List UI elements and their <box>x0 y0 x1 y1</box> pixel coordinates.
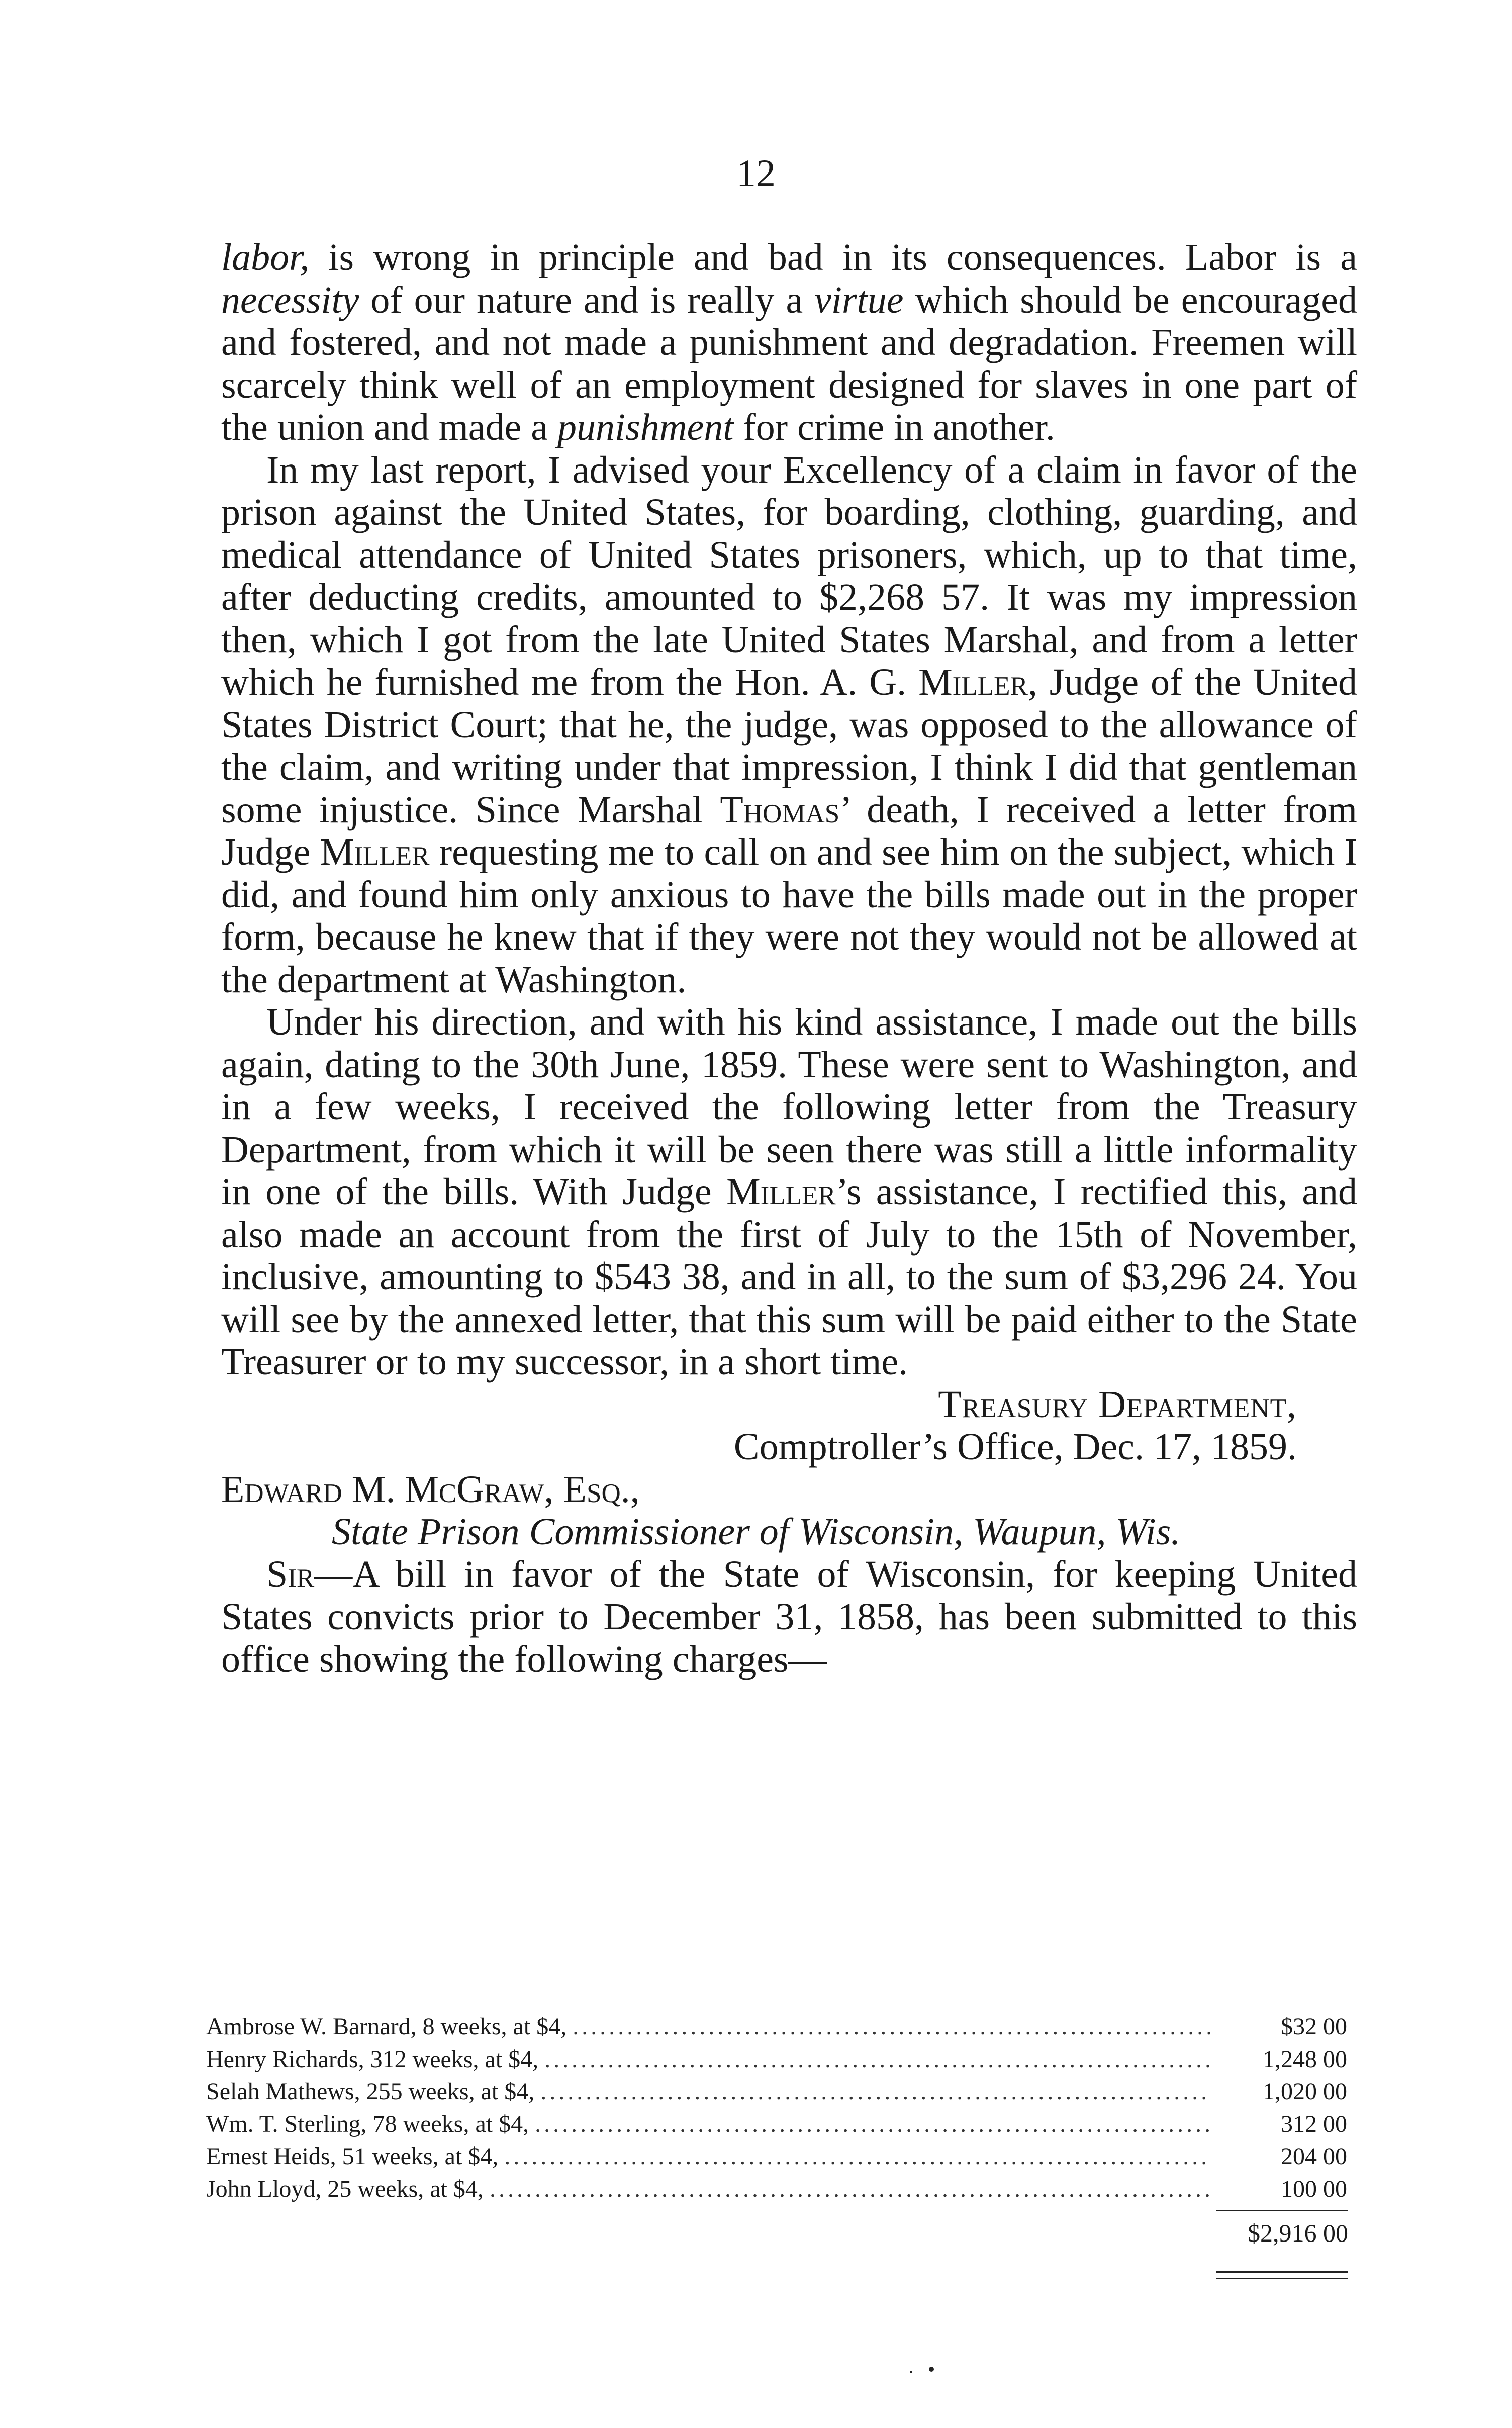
letter-addressee-title: State Prison Commissioner of Wisconsin, Waupun, Wis. <box>332 1511 1181 1553</box>
italic-word: virtue <box>814 278 904 321</box>
text-run: is wrong in principle and bad in its consequences. Labor is a <box>309 236 1357 278</box>
charge-row <box>206 2108 1347 2141</box>
ink-speck <box>910 2371 912 2373</box>
charge-amount: 204 00 <box>1281 2143 1347 2170</box>
charge-row <box>206 2043 1347 2076</box>
letter-salutation: Sir <box>266 1553 315 1596</box>
charge-row <box>206 2173 1347 2206</box>
dot-leader <box>573 2011 1210 2043</box>
total-rule <box>1216 2210 1348 2211</box>
ink-speck <box>929 2367 934 2372</box>
name-miller: Miller <box>320 831 430 873</box>
text-run: which should be encouraged and fostered, and not made a punishment and degradation. Freemen will scarcely think well of an employment designed for slaves in one part of the union and made a <box>221 278 1357 448</box>
letter-addressee: Edward M. McGraw, Esq., <box>221 1468 640 1511</box>
charge-description: Ernest Heids, 51 weeks, at $4, <box>206 2143 499 2170</box>
paragraph-claim <box>221 449 1357 1001</box>
charge-description: Henry Richards, 312 weeks, at $4, <box>206 2045 539 2073</box>
name-miller: Miller <box>918 661 1028 703</box>
charge-description: John Lloyd, 25 weeks, at $4, <box>206 2175 484 2202</box>
charge-amount: 100 00 <box>1281 2175 1347 2202</box>
charge-description: Selah Mathews, 255 weeks, at $4, <box>206 2078 535 2105</box>
charges-total: $2,916 00 <box>1248 2219 1348 2247</box>
charge-row <box>206 2076 1347 2108</box>
charge-row <box>206 2140 1347 2173</box>
dot-leader <box>504 2140 1210 2173</box>
charge-amount: 312 00 <box>1281 2110 1347 2137</box>
italic-word: labor, <box>221 236 310 278</box>
letter-body <box>221 1553 1357 1681</box>
name-miller: Miller <box>726 1171 836 1213</box>
charge-row <box>206 2011 1347 2043</box>
page-number: 12 <box>736 151 776 195</box>
italic-word: necessity <box>221 278 359 321</box>
text-run: Under his direction, and with his kind assistance, I made out the bills again, dating to the 30th June, 1859. These were sent to Washington, and in a few weeks, I received the following letter from the Treasury Department, from which it will be seen there was still a little informality in one of the bills. With Judge <box>221 1001 1357 1213</box>
charge-amount: 1,248 00 <box>1263 2045 1347 2073</box>
paragraph-bills <box>221 1001 1357 1383</box>
dot-leader <box>535 2108 1210 2141</box>
dot-leader <box>540 2076 1210 2108</box>
double-rule <box>1216 2271 1348 2279</box>
letter-department: Treasury Department, <box>938 1383 1297 1426</box>
dot-leader <box>490 2173 1210 2206</box>
text-run: , Judge of the United States District Court; that he, the judge, was opposed to the allowance of the claim, and writing under that impression, I think I did that gentleman some injustice. Since Marshal <box>221 661 1357 831</box>
text-run: requesting me to call on and see him on the subject, which I did, and found him only anxious to have the bills made out in the proper form, because he knew that if they were not they would not be allowed at the department at Washington. <box>221 831 1358 1001</box>
paragraph-labor <box>221 236 1357 449</box>
text-run: ’s assistance, I rectified this, and also made an account from the first of July to the 15th of November, inclusive, amounting to $543 38, and in all, to the sum of $3,296 24. You will see by the annexed letter, that this sum will be paid either to the State Treasurer or to my successor, in a short time. <box>221 1171 1358 1383</box>
charge-amount: $32 00 <box>1281 2013 1347 2040</box>
text-run: ’ death, I received a letter from Judge <box>221 788 1357 873</box>
text-run: for crime in another. <box>733 406 1055 448</box>
charge-amount: 1,020 00 <box>1263 2078 1347 2105</box>
italic-word: punishment <box>557 406 734 448</box>
text-run: In my last report, I advised your Excellency of a claim in favor of the prison against the United States, for boarding, clothing, guarding, and medical attendance of United States prisoners, which, up to that time, after deducting credits, amounted to $2,268 57. It was my impression then, which I got from the late United States Marshal, and from a letter which he furnished me from the Hon. A. G. <box>221 448 1357 703</box>
dot-leader <box>544 2043 1210 2076</box>
charge-description: Wm. T. Sterling, 78 weeks, at $4, <box>206 2110 529 2137</box>
name-thomas: Thomas <box>720 788 840 831</box>
body-text <box>221 236 1357 1680</box>
text-run: of our nature and is really a <box>359 278 815 321</box>
charge-description: Ambrose W. Barnard, 8 weeks, at $4, <box>206 2013 567 2040</box>
charges-table <box>206 2011 1347 2205</box>
text-run: —A bill in favor of the State of Wisconsin, for keeping United States convicts prior to December 31, 1858, has been submitted to this office showing the following charges— <box>221 1553 1357 1680</box>
letter-office-date: Comptroller’s Office, Dec. 17, 1859. <box>733 1426 1297 1468</box>
